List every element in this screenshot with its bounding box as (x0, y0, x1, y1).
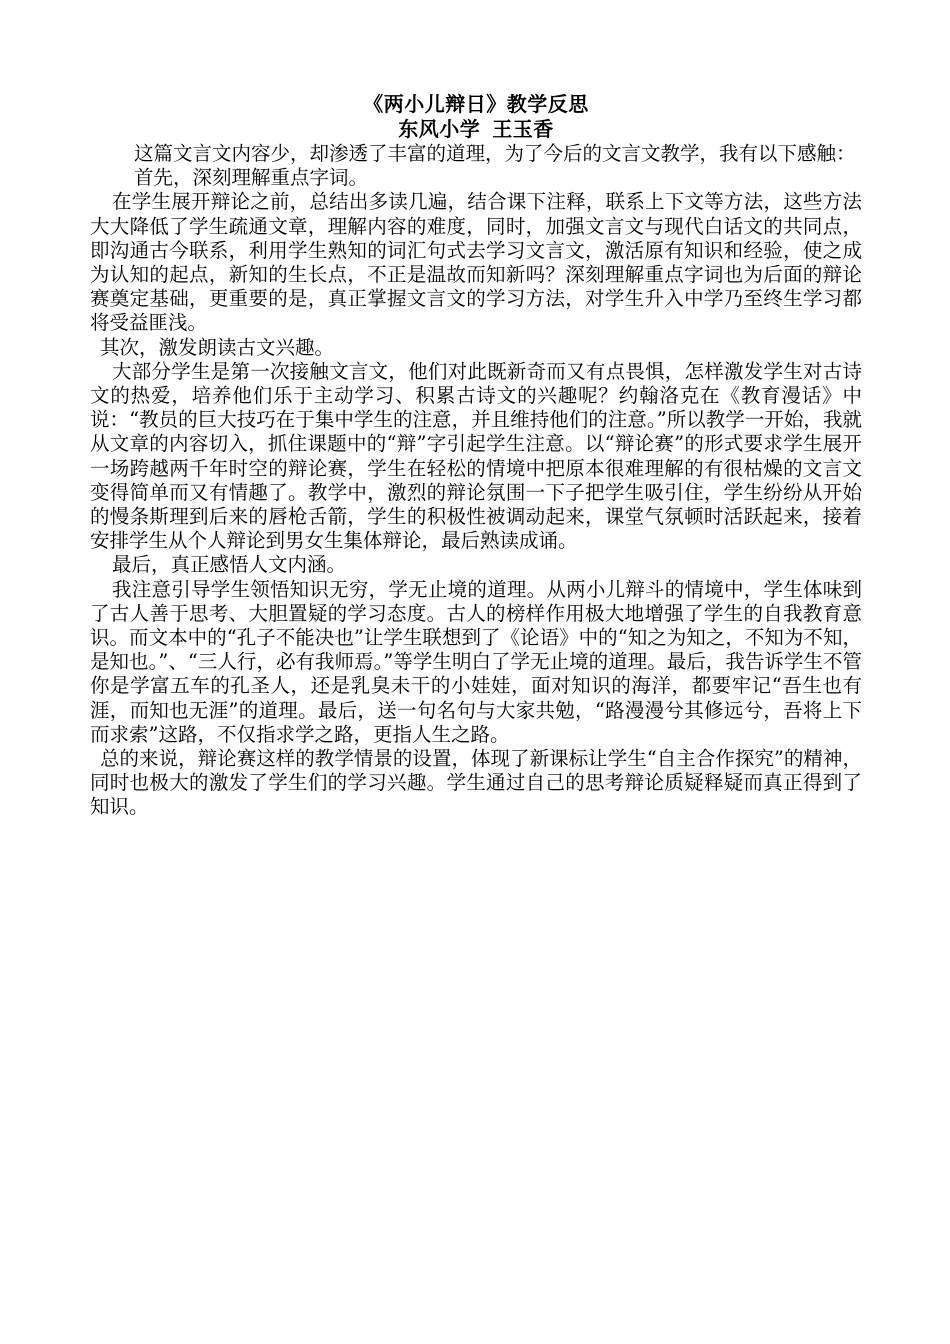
document-title: 《两小儿辩日》教学反思 (363, 92, 589, 116)
heading-third-point: 最后，真正感悟人文内涵。 (112, 553, 347, 577)
body-paragraph-third: 我注意引导学生领悟知识无穷，学无止境的道理。从两小儿辩斗的情境中，学生体味到了古人善于思考、大胆置疑的学习态度。古人的榜样作用极大地增强了学生的自我教育意识。而文本中的“孔子不能决也”让学生联想到了《论语》中的“知之为知之，不知为不知，是知也。”、“三人行，必有我师焉。”等学生明白了学无止境的道理。最后，我告诉学生不管你是学富五车的孔圣人，还是乳臭未干的小娃娃，面对知识的海洋，都要牢记“吾生也有涯，而知也无涯”的道理。最后，送一句名句与大家共勉，“路漫漫兮其修远兮，吾将上下而求索”这路，不仅指求学之路，更指人生之路。 (90, 577, 862, 746)
school-name: 东风小学 (398, 117, 481, 141)
heading-first-point: 首先，深刻理解重点字词。 (134, 166, 369, 190)
heading-second-point: 其次，激发朗读古文兴趣。 (100, 335, 335, 359)
body-paragraph-first: 在学生展开辩论之前，总结出多读几遍，结合课下注释，联系上下文等方法，这些方法大大降低了学生疏通文章，理解内容的难度，同时，加强文言文与现代白话文的共同点，即沟通古今联系，利用学生熟知的词汇句式去学习文言文，激活原有知识和经验，使之成为认知的起点，新知的生长点，不正是温故而知新吗？深刻理解重点字词也为后面的辩论赛奠定基础，更重要的是，真正掌握文言文的学习方法，对学生升入中学乃至终生学习都将受益匪浅。 (90, 190, 862, 335)
author-line (90, 117, 862, 142)
document-page (90, 92, 862, 820)
intro-paragraph: 这篇文言文内容少，却渗透了丰富的道理，为了今后的文言文教学，我有以下感触： (134, 142, 856, 165)
body-paragraph-second: 大部分学生是第一次接触文言文，他们对此既新奇而又有点畏惧，怎样激发学生对古诗文的热爱，培养他们乐于主动学习、积累古诗文的兴趣呢？约翰洛克在《教育漫话》中说：“教员的巨大技巧在于集中学生的注意，并且维持他们的注意。”所以教学一开始，我就从文章的内容切入，抓住课题中的“辩”字引起学生注意。以“辩论赛”的形式要求学生展开一场跨越两千年时空的辩论赛，学生在轻松的情境中把原本很难理解的有很枯燥的文言文变得简单而又有情趣了。教学中，激烈的辩论氛围一下子把学生吸引住，学生纷纷从开始的慢条斯理到后来的唇枪舌箭，学生的积极性被调动起来，课堂气氛顿时活跃起来，接着安排学生从个人辩论到男女生集体辩论，最后熟读成诵。 (90, 359, 862, 553)
conclusion-paragraph: 总的来说，辩论赛这样的教学情景的设置，体现了新课标让学生“自主合作探究”的精神，同时也极大的激发了学生们的学习兴趣。学生通过自己的思考辩论质疑释疑而真正得到了知识。 (90, 747, 862, 819)
author-name: 王玉香 (492, 117, 554, 141)
